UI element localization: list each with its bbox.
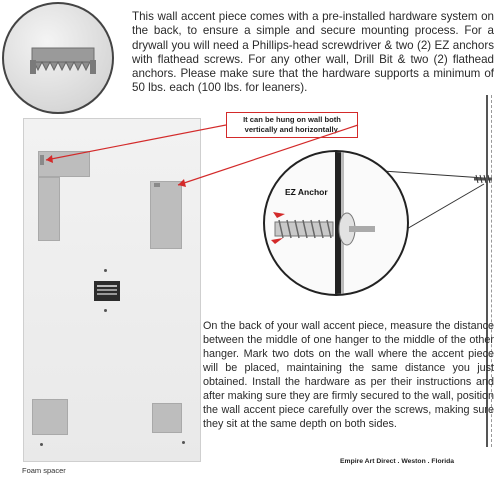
- ez-anchor-icon: [265, 152, 409, 296]
- foam-spacer-label: Foam spacer: [22, 466, 66, 475]
- wall-screw-icon: [474, 172, 496, 186]
- orientation-note: It can be hung on wall both vertically and horizontally.: [226, 112, 358, 138]
- ez-anchor-zoom-circle: [263, 150, 409, 296]
- mounting-instructions-steps: On the back of your wall accent piece, measure the distance between the middle of one hanger to the middle of the other hanger. Mark two dots on the wall where the accent piece will be placed, maintaining the same distance you just obtained. Install the hardware as per their instructions and after making sure they are firmly secured to the wall, position the wall accent piece carefully over the screws, making sure they sit at the same depth on both sides.: [203, 320, 494, 430]
- mounting-instructions-intro: This wall accent piece comes with a pre-installed hardware system on the back, to ensure a simple and secure mounting process. For a drywall you will need a Phillips-head screwdriver & two (2) EZ anchors with flathead screws. For any other wall, Drill Bit & two (2) flathead anchors. Please make sure that the hardware supports a minimum of 50 lbs. each (100 lbs. for leaners).: [132, 10, 494, 95]
- ez-anchor-label: EZ Anchor: [285, 187, 328, 197]
- company-credit: Empire Art Direct . Weston . Florida: [340, 458, 455, 465]
